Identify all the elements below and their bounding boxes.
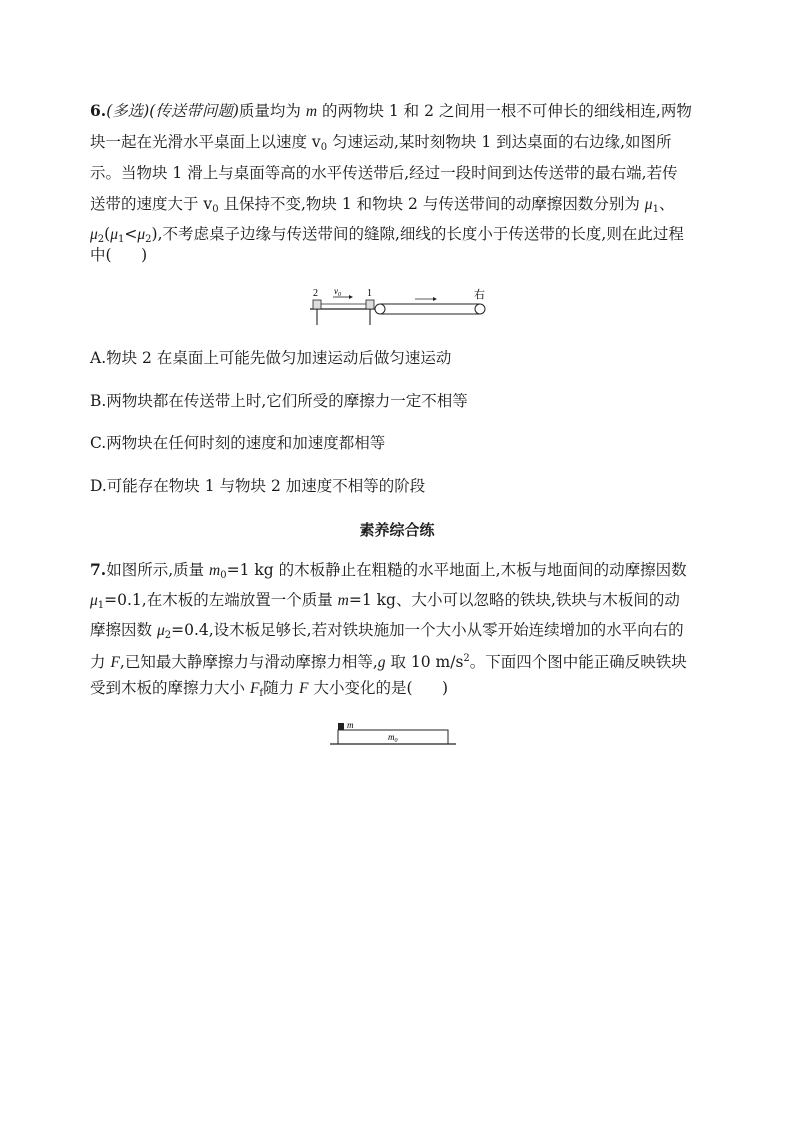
option-b-text: B.两物块都在传送带上时,它们所受的摩擦力一定不相等	[90, 392, 468, 410]
subscript: 0	[220, 570, 227, 581]
superscript: 2	[463, 653, 470, 664]
q7-line-2	[90, 590, 680, 616]
var-g: g	[377, 654, 386, 671]
var-mu: μ	[644, 196, 653, 213]
var-m: m	[305, 103, 318, 120]
q7-line-5	[90, 678, 448, 704]
label-block-2: 2	[313, 288, 318, 299]
block-1	[366, 300, 374, 309]
subscript: 1	[118, 234, 125, 245]
q6-text: 、	[658, 195, 675, 213]
q6-line-5	[90, 224, 684, 250]
option-a	[90, 348, 451, 368]
q7-text: =1 kg 的木板静止在粗糙的水平地面上,木板与地面间的动摩擦因数	[226, 561, 687, 579]
q6-text: 质量均为	[238, 102, 306, 120]
subscript: 1	[652, 204, 659, 215]
q7-figure	[330, 718, 460, 748]
q6-figure	[305, 285, 505, 335]
q6-text: 的两物块 1 和 2 之间用一根不可伸长的细线相连,两物	[317, 102, 692, 120]
block-2	[313, 300, 321, 309]
v0-arrowhead	[349, 295, 353, 299]
q7-text: 取 10 m/s	[385, 653, 464, 671]
subscript: 2	[97, 234, 105, 245]
var-F: F	[299, 680, 309, 697]
q7-line-1	[90, 560, 687, 586]
left-roller	[375, 304, 385, 314]
q7-text: 如图所示,质量	[106, 561, 210, 579]
q6-text: 匀速运动,某时刻物块 1 到达桌面的右边缘,如图所	[327, 133, 672, 151]
q7-text: 大小变化的是( )	[308, 679, 449, 697]
section-title: 素养综合练	[359, 521, 435, 539]
var-F: F	[110, 654, 120, 671]
q6-text: (	[104, 225, 111, 243]
option-c-text: C.两物块在任何时刻的速度和加速度都相等	[90, 434, 386, 452]
option-d	[90, 476, 425, 496]
var-mu: μ	[110, 226, 118, 243]
q7-text: 受到木板的摩擦力大小	[90, 679, 250, 697]
q6-text: 中( )	[90, 246, 148, 264]
subscript: 0	[320, 142, 328, 153]
subscript: 0	[212, 204, 219, 215]
q6-tags: (多选)(传送带问题)	[106, 102, 239, 120]
subscript: 1	[97, 600, 105, 611]
q7-text: 摩擦因数	[90, 621, 157, 639]
q6-text: <	[124, 225, 138, 243]
label-v0	[334, 286, 341, 298]
var-m: m	[337, 592, 349, 609]
option-d-text: D.可能存在物块 1 与物块 2 加速度不相等的阶段	[90, 477, 426, 495]
q7-text: =0.1,在木板的左端放置一个质量	[104, 591, 338, 609]
q6-text: 块一起在光滑水平桌面上以速度 v	[90, 133, 321, 151]
q6-text: 且保持不变,物块 1 和物块 2 与传送带间的动摩擦因数分别为	[218, 195, 645, 213]
q7-line-3	[90, 620, 684, 646]
var-mu: μ	[137, 226, 146, 243]
q7-text: =0.4,设木板足够长,若对铁块施加一个大小从零开始连续增加的水平向右的	[171, 621, 684, 639]
v-sub: 0	[338, 292, 341, 298]
q7-text: =1 kg、大小可以忽略的铁块,铁块与木板间的动	[348, 591, 680, 609]
q7-number: 7.	[90, 560, 107, 579]
label-m: m	[347, 720, 354, 730]
q7-text: 随力	[263, 679, 300, 697]
belt-arrowhead	[433, 297, 437, 301]
option-c	[90, 433, 385, 453]
subscript: 2	[145, 234, 152, 245]
var-mu: μ	[90, 592, 98, 609]
q7-text: 。下面四个图中能正确反映铁块	[469, 653, 687, 671]
label-block-1: 1	[367, 288, 372, 299]
q6-number: 6.	[90, 101, 107, 120]
q7-text: ,已知最大静摩擦力与滑动摩擦力相等,	[119, 653, 378, 671]
q6-line-6	[90, 245, 147, 265]
iron-block	[338, 723, 344, 730]
var-mu: μ	[90, 226, 98, 243]
q6-text: ),不考虑桌子边缘与传送带间的缝隙,细线的长度小于传送带的长度,则在此过程	[151, 225, 684, 243]
var-Ff: F	[249, 680, 260, 697]
q6-line-2	[90, 132, 672, 158]
right-roller	[475, 304, 485, 314]
subscript: f	[259, 688, 264, 699]
var-mu: μ	[156, 622, 165, 639]
v-letter: v	[334, 286, 338, 296]
q7-text: 力	[90, 653, 111, 671]
m0-letter: m	[388, 732, 395, 742]
var-m: m	[209, 562, 221, 579]
q6-line-1	[90, 101, 692, 122]
option-b	[90, 391, 468, 411]
q6-text: 示。当物块 1 滑上与桌面等高的水平传送带后,经过一段时间到达传送带的最右端,若传	[90, 164, 678, 182]
q6-line-4	[90, 194, 674, 220]
q6-text: 送带的速度大于 v	[90, 195, 213, 213]
q6-line-3	[90, 163, 678, 183]
q7-line-4	[90, 649, 687, 673]
m0-sub: 0	[394, 738, 398, 744]
label-right: 右	[474, 289, 485, 301]
option-a-text: A.物块 2 在桌面上可能先做匀加速运动后做匀速运动	[90, 349, 452, 367]
subscript: 2	[164, 630, 172, 641]
